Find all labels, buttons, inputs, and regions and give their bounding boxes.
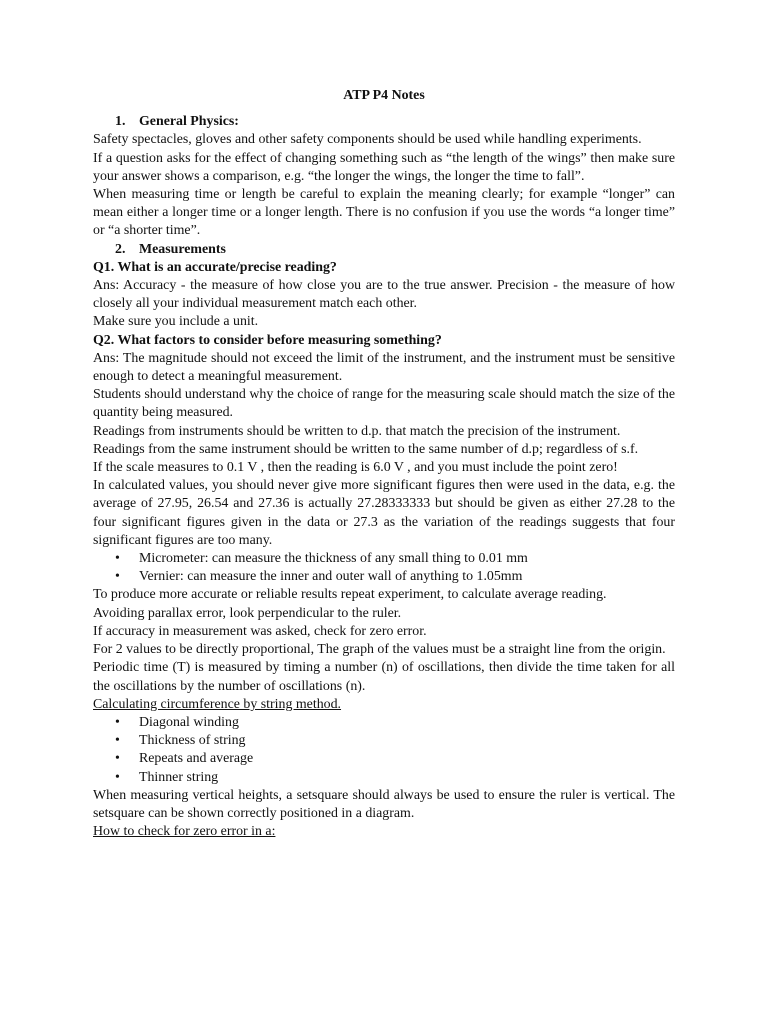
list-item: • Vernier: can measure the inner and outer wall of anything to 1.05mm	[93, 568, 675, 586]
string-method-list	[93, 714, 675, 787]
section-heading-general-physics	[93, 113, 675, 131]
paragraph: In calculated values, you should never give more significant figures then were used in the data, e.g. the average of 27.95, 26.54 and 27.36 is actually 27.28333333 but should be given as either 27.28 to the four significant figures given in the data or 27.3 as the variation of the readings suggests that four significant figures are too many.	[93, 478, 675, 548]
section-number: 2.	[115, 241, 126, 257]
list-item: • Repeats and average	[93, 750, 675, 768]
list-item: • Thickness of string	[93, 732, 675, 750]
list-item: • Micrometer: can measure the thickness of any small thing to 0.01 mm	[93, 550, 675, 568]
paragraph: When measuring vertical heights, a setsquare should always be used to ensure the ruler is vertical. The setsquare can be shown correctly positioned in a diagram.	[93, 787, 675, 821]
section-title: Measurements	[139, 241, 226, 257]
instrument-list	[93, 550, 675, 586]
paragraph: Make sure you include a unit.	[93, 314, 259, 330]
list-item: • Thinner string	[93, 769, 675, 787]
paragraph: Students should understand why the choice of range for the measuring scale should match the size of the quantity being measured.	[93, 387, 675, 421]
question-heading: Q2. What factors to consider before measuring something?	[93, 332, 442, 348]
paragraph: When measuring time or length be careful to explain the meaning clearly; for example “longer” can mean either a longer time or a longer length. There is no confusion if you use the words “a longer time” or “a shorter time”.	[93, 187, 675, 239]
paragraph: To produce more accurate or reliable results repeat experiment, to calculate average reading.	[93, 587, 607, 603]
section-number: 1.	[115, 114, 126, 130]
subheading-zero-error: How to check for zero error in a:	[93, 824, 276, 840]
paragraph: If accuracy in measurement was asked, check for zero error.	[93, 623, 427, 639]
section-title: General Physics:	[139, 114, 239, 130]
paragraph: Readings from the same instrument should be written to the same number of d.p; regardless of s.f.	[93, 441, 639, 457]
section-heading-measurements	[93, 241, 675, 259]
list-item: • Diagonal winding	[93, 714, 675, 732]
subheading-string-method: Calculating circumference by string method.	[93, 696, 342, 712]
document-title: ATP P4 Notes	[343, 88, 425, 103]
paragraph: Ans: Accuracy - the measure of how close you are to the true answer. Precision - the measure of how closely all your individual measurement match each other.	[93, 278, 675, 312]
paragraph: Ans: The magnitude should not exceed the limit of the instrument, and the instrument must be sensitive enough to detect a meaningful measurement.	[93, 350, 675, 385]
paragraph: If the scale measures to 0.1 V , then the reading is 6.0 V , and you must include the point zero!	[93, 460, 618, 476]
paragraph: Avoiding parallax error, look perpendicular to the ruler.	[93, 605, 402, 621]
paragraph: If a question asks for the effect of changing something such as “the length of the wings” then make sure your answer shows a comparison, e.g. “the longer the wings, the longer the time to fall”.	[93, 150, 675, 184]
paragraph: Safety spectacles, gloves and other safety components should be used while handling experiments.	[93, 132, 642, 148]
paragraph: Readings from instruments should be written to d.p. that match the precision of the instrument.	[93, 423, 621, 439]
question-heading: Q1. What is an accurate/precise reading?	[93, 259, 337, 275]
paragraph: For 2 values to be directly proportional, The graph of the values must be a straight line from the origin.	[93, 642, 666, 658]
paragraph: Periodic time (T) is measured by timing a number (n) of oscillations, then divide the time taken for all the oscillations by the number of oscillations (n).	[93, 660, 675, 694]
